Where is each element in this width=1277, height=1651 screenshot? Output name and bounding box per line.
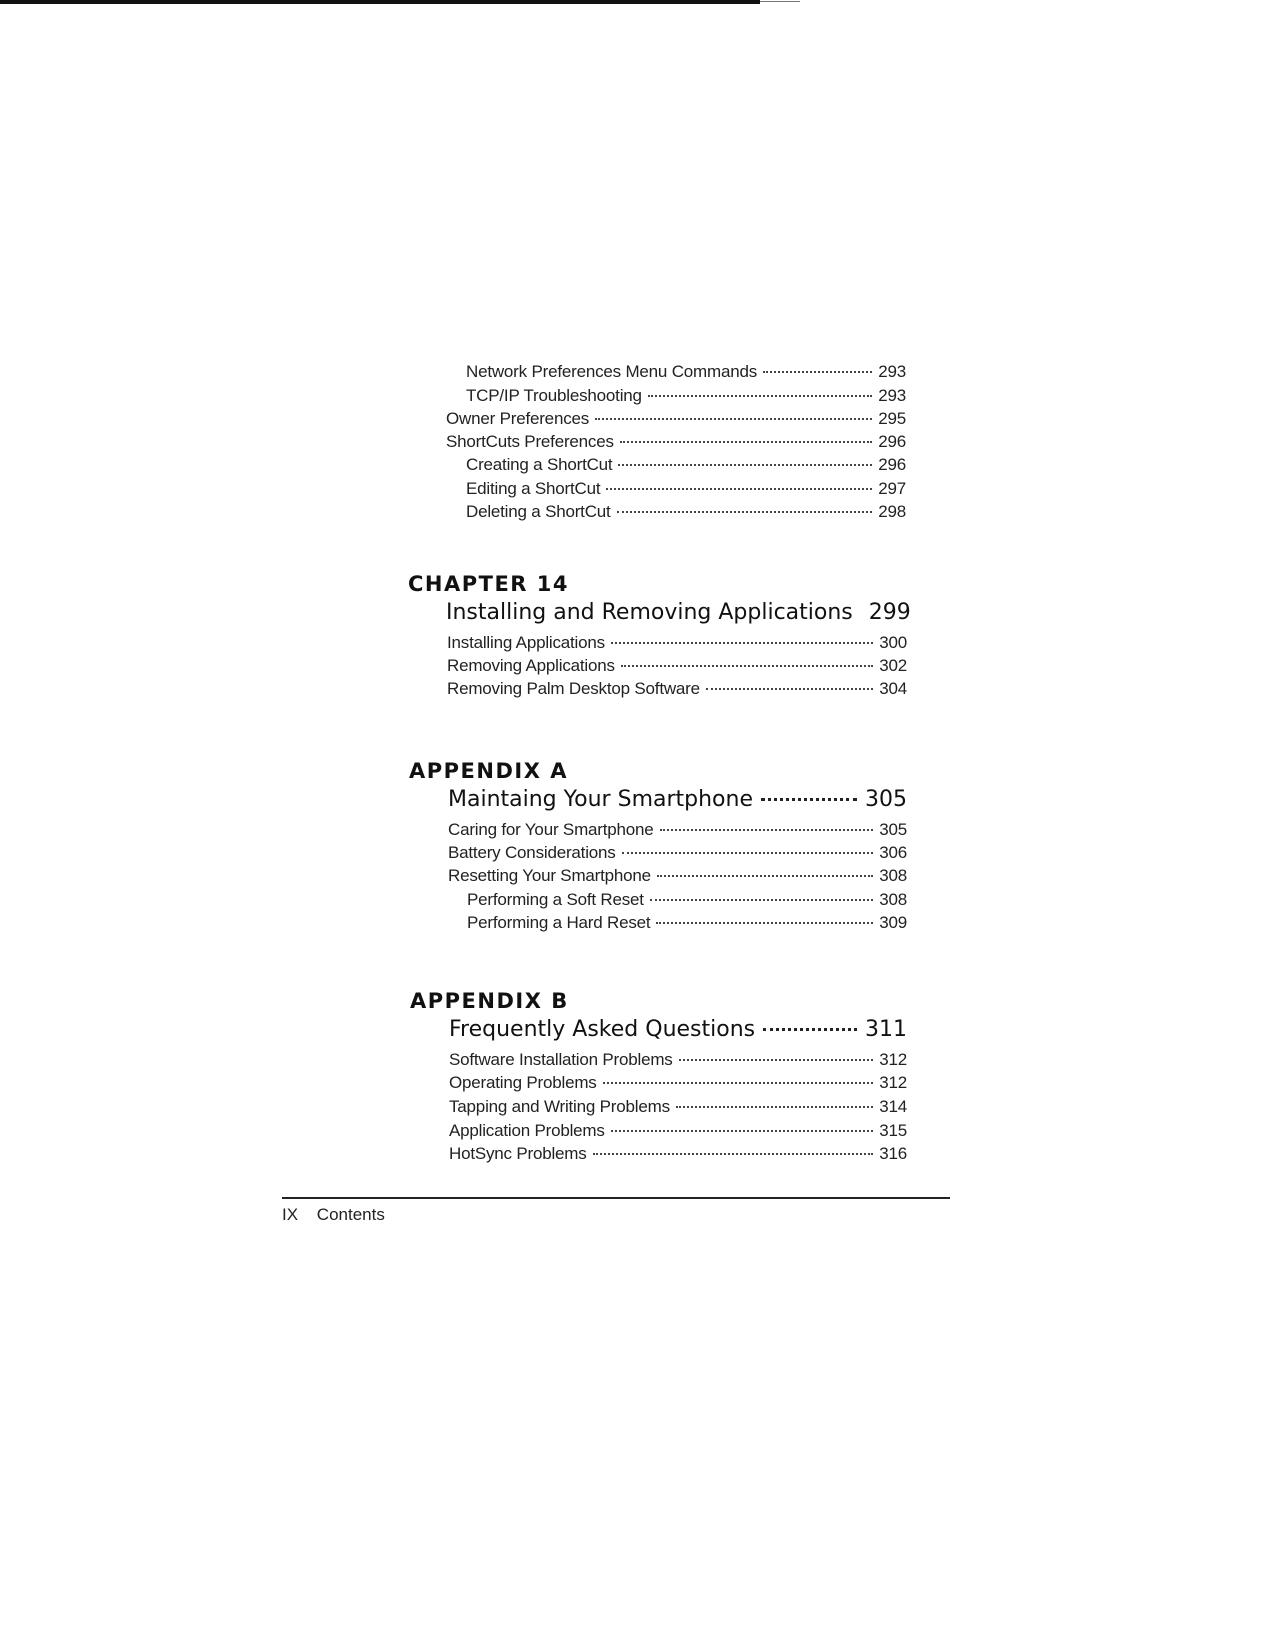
- dot-leader: [603, 1081, 874, 1084]
- toc-entry-performing-a-hard-reset[interactable]: [467, 913, 907, 933]
- toc-entry-label: Resetting Your Smartphone: [448, 866, 651, 885]
- toc-entry-page: 308: [879, 866, 907, 885]
- toc-entry-page: 312: [879, 1050, 907, 1069]
- toc-entry-removing-applications[interactable]: [447, 656, 907, 676]
- toc-entry-page: 316: [879, 1144, 907, 1163]
- toc-entry-page: 295: [878, 409, 906, 428]
- toc-entry-tcpip-troubleshooting[interactable]: [466, 386, 906, 406]
- toc-entry-page: 312: [879, 1073, 907, 1092]
- dot-leader: [606, 487, 872, 490]
- toc-entry-label: Installing Applications: [447, 633, 605, 652]
- toc-entry-label: Battery Considerations: [448, 843, 616, 862]
- appendix-a-heading: APPENDIX A: [409, 759, 568, 783]
- toc-entry-tapping-and-writing-problems[interactable]: [449, 1097, 907, 1117]
- toc-entry-deleting-a-shortcut[interactable]: [466, 502, 906, 522]
- dot-leader: [706, 687, 873, 690]
- toc-entry-page: 305: [879, 820, 907, 839]
- dot-leader: [763, 370, 872, 373]
- toc-entry-label: TCP/IP Troubleshooting: [466, 386, 642, 405]
- toc-entry-page: 296: [878, 455, 906, 474]
- toc-entry-label: Network Preferences Menu Commands: [466, 362, 758, 381]
- toc-entry-page: 308: [879, 890, 907, 909]
- appendix-title-page: 311: [865, 1017, 907, 1042]
- dot-leader: [676, 1105, 873, 1108]
- appendix-title-label: Maintaing Your Smartphone: [448, 787, 753, 812]
- toc-entry-label: Operating Problems: [449, 1073, 597, 1092]
- chapter-14-heading: CHAPTER 14: [408, 572, 570, 596]
- appendix-title-label: Frequently Asked Questions: [449, 1017, 756, 1042]
- toc-entry-label: HotSync Problems: [449, 1144, 587, 1163]
- toc-entry-software-installation-problems[interactable]: [449, 1050, 907, 1070]
- dot-leader: [648, 394, 872, 397]
- dot-leader: [611, 641, 873, 644]
- toc-entry-resetting-your-smartphone[interactable]: [448, 866, 907, 886]
- toc-entry-page: 296: [878, 432, 906, 451]
- footer-page-number: IX: [282, 1205, 299, 1224]
- toc-entry-page: 297: [878, 479, 906, 498]
- appendix-b-heading: APPENDIX B: [410, 989, 569, 1013]
- dot-leader: [622, 851, 874, 854]
- dot-leader: [593, 1152, 874, 1155]
- toc-entry-page: 300: [879, 633, 907, 652]
- toc-entry-page: 293: [878, 362, 906, 381]
- dot-leader: [679, 1058, 874, 1061]
- toc-entry-label: Performing a Soft Reset: [467, 890, 644, 909]
- toc-entry-owner-preferences[interactable]: [446, 409, 906, 429]
- toc-entry-page: 293: [878, 386, 906, 405]
- toc-entry-page: 302: [879, 656, 907, 675]
- toc-entry-label: Editing a ShortCut: [466, 479, 601, 498]
- appendix-b-title[interactable]: [449, 1017, 907, 1042]
- appendix-a-title[interactable]: [448, 787, 907, 812]
- toc-entry-installing-applications[interactable]: [447, 633, 907, 653]
- toc-entry-network-preferences-menu-commands[interactable]: [466, 362, 906, 382]
- dot-leader: [617, 510, 873, 513]
- dot-leader: [657, 874, 873, 877]
- toc-entry-creating-a-shortcut[interactable]: [466, 455, 906, 475]
- toc-entry-hotsync-problems[interactable]: [449, 1144, 907, 1164]
- dot-leader: [763, 1027, 857, 1031]
- toc-entry-editing-a-shortcut[interactable]: [466, 479, 906, 499]
- toc-entry-label: Removing Palm Desktop Software: [447, 679, 700, 698]
- chapter-title-label: Installing and Removing Applications: [446, 600, 853, 625]
- toc-entry-label: Removing Applications: [447, 656, 615, 675]
- footer-rule: [282, 1197, 950, 1199]
- footer-label: Contents: [316, 1205, 385, 1224]
- dot-leader: [620, 440, 872, 443]
- toc-entry-battery-considerations[interactable]: [448, 843, 907, 863]
- toc-entry-label: Performing a Hard Reset: [467, 913, 651, 932]
- toc-entry-label: Creating a ShortCut: [466, 455, 613, 474]
- toc-entry-page: 315: [879, 1121, 907, 1140]
- toc-entry-label: Caring for Your Smartphone: [448, 820, 654, 839]
- toc-entry-label: ShortCuts Preferences: [446, 432, 614, 451]
- page-footer: [282, 1205, 385, 1225]
- chapter-title-page: 299: [868, 600, 911, 625]
- toc-entry-removing-palm-desktop-software[interactable]: [447, 679, 907, 699]
- toc-entry-label: Application Problems: [449, 1121, 605, 1140]
- dot-leader: [611, 1129, 874, 1132]
- dot-leader: [656, 921, 873, 924]
- toc-entry-page: 298: [878, 502, 906, 521]
- dot-leader: [660, 828, 874, 831]
- toc-entry-shortcuts-preferences[interactable]: [446, 432, 906, 452]
- dot-leader: [650, 898, 873, 901]
- appendix-title-page: 305: [865, 787, 907, 812]
- toc-entry-label: Software Installation Problems: [449, 1050, 673, 1069]
- toc-entry-page: 304: [879, 679, 907, 698]
- top-rule-tail: [760, 1, 800, 2]
- toc-entry-label: Owner Preferences: [446, 409, 590, 428]
- chapter-14-title[interactable]: [446, 600, 911, 625]
- toc-entry-label: Deleting a ShortCut: [466, 502, 611, 521]
- toc-entry-application-problems[interactable]: [449, 1121, 907, 1141]
- toc-entry-label: Tapping and Writing Problems: [449, 1097, 670, 1116]
- toc-entry-caring-for-your-smartphone[interactable]: [448, 820, 907, 840]
- toc-entry-page: 309: [879, 913, 907, 932]
- toc-entry-page: 314: [879, 1097, 907, 1116]
- top-rule: [0, 0, 760, 4]
- dot-leader: [761, 797, 857, 801]
- toc-entry-performing-a-soft-reset[interactable]: [467, 890, 907, 910]
- toc-entry-page: 306: [879, 843, 907, 862]
- toc-entry-operating-problems[interactable]: [449, 1073, 907, 1093]
- dot-leader: [621, 664, 873, 667]
- dot-leader: [595, 417, 872, 420]
- dot-leader: [618, 463, 872, 466]
